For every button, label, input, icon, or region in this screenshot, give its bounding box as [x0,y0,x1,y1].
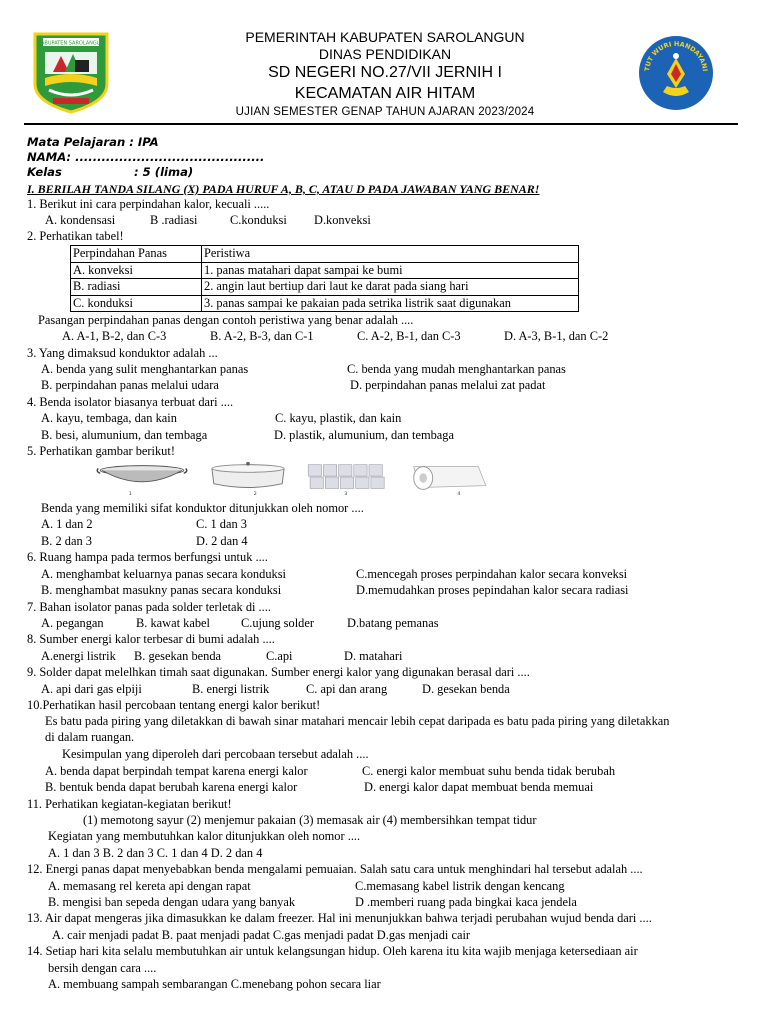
picture-number-2: 2 [253,492,257,497]
q9-option-b: B. energi listrik [192,682,270,696]
q8-option-b: B. gesekan benda [134,649,222,663]
cooking-pot-picture [200,459,296,497]
q10-option-a: A. benda dapat berpindah tempat karena energi kalor [45,764,308,778]
q1-option-d: D.konveksi [314,213,371,227]
header-school: SD NEGERI NO.27/VII JERNIH I [268,64,502,81]
q4-option-b: B. besi, alumunium, dan tembaga [41,428,208,442]
q6-option-a: A. menghambat keluarnya panas secara konduksi [41,567,286,581]
subject-field: Mata Pelajaran : IPA [27,135,159,149]
class-value: : 5 (lima) [134,165,194,179]
question-7: 7. Bahan isolator panas pada solder terletak di .... [27,600,271,614]
q14-options: A. membuang sampah sembarangan C.menebang pohon secara liar [48,977,381,991]
question-13: 13. Air dapat mengeras jika dimasukkan ke dalam freezer. Hal ini menunjukkan bahwa terjadi perubahan wujud benda dari .... [27,911,652,925]
q7-option-b: B. kawat kabel [136,616,210,630]
table-row [71,295,579,312]
q5-option-a: A. 1 dan 2 [41,517,93,531]
header-government: PEMERINTAH KABUPATEN SAROLANGUN [245,29,525,45]
table-cell: C. konduksi [71,295,202,312]
q2-prompt: Pasangan perpindahan panas dengan contoh peristiwa yang benar adalah .... [38,313,414,327]
student-name-field: NAMA: ........................................... [27,150,265,164]
q7-option-a: A. pegangan [41,616,104,630]
q14-continuation: bersih dengan cara .... [48,961,157,975]
ceramic-tiles-picture [302,459,398,497]
table-row [71,279,579,296]
cloth-roll-picture [398,459,494,497]
question-2: 2. Perhatikan tabel! [27,229,124,243]
question-12: 12. Energi panas dapat menyebabkan benda mengalami pemuaian. Salah satu cara untuk menghindari hal tersebut adalah .... [27,862,643,876]
question-6: 6. Ruang hampa pada termos berfungsi untuk .... [27,550,268,564]
q10-option-d: D. energi kalor dapat membuat benda memuai [364,780,594,794]
q6-option-c: C.mencegah proses perpindahan kalor secara konveksi [356,567,628,581]
q11-activities: (1) memotong sayur (2) menjemur pakaian (3) memasak air (4) membersihkan tempat tidur [83,813,537,827]
header-divider [24,123,738,125]
q4-option-c: C. kayu, plastik, dan kain [275,411,402,425]
q8-option-a: A.energi listrik [41,649,116,663]
q7-option-c: C.ujung solder [241,616,314,630]
header-department: DINAS PENDIDIKAN [318,46,452,62]
wok-picture [94,459,190,497]
question-5: 5. Perhatikan gambar berikut! [27,444,175,458]
table-cell: 2. angin laut bertiup dari laut ke darat pada siang hari [202,279,579,296]
question-10: 10.Perhatikan hasil percobaan tentang energi kalor berikut! [27,698,321,712]
table-row [71,262,579,279]
q10-prompt: Kesimpulan yang diperoleh dari percobaan tersebut adalah .... [62,747,369,761]
q4-option-a: A. kayu, tembaga, dan kain [41,411,177,425]
q4-option-d: D. plastik, alumunium, dan tembaga [274,428,454,442]
q2-option-a: A. A-1, B-2, dan C-3 [62,329,167,343]
q10-passage-line-2: di dalam ruangan. [45,730,135,744]
q12-option-c: C.memasang kabel listrik dengan kencang [355,879,565,893]
table-header-row [71,246,579,263]
q10-option-b: B. bentuk benda dapat berubah karena energi kalor [45,780,298,794]
table-cell: 3. panas sampai ke pakaian pada setrika listrik saat digunakan [202,295,579,312]
q7-option-d: D.batang pemanas [347,616,439,630]
q12-option-d: D .memberi ruang pada bingkai kaca jendela [355,895,577,909]
picture-number-1: 1 [128,492,132,497]
question-8: 8. Sumber energi kalor terbesar di bumi adalah .... [27,632,275,646]
q6-option-d: D.memudahkan proses pepindahan kalor secara radiasi [356,583,629,597]
q9-option-d: D. gesekan benda [422,682,510,696]
table-cell: B. radiasi [71,279,202,296]
question-4: 4. Benda isolator biasanya terbuat dari .... [27,395,234,409]
q1-option-a: A. kondensasi [45,213,116,227]
class-label: Kelas [27,165,62,179]
q11-prompt: Kegiatan yang membutuhkan kalor ditunjukkan oleh nomor .... [48,829,361,843]
picture-number-4: 4 [457,492,461,497]
q5-option-b: B. 2 dan 3 [41,534,92,548]
table-cell: A. konveksi [71,262,202,279]
q13-options: A. cair menjadi padat B. paat menjadi padat C.gas menjadi padat D.gas menjadi cair [52,928,471,942]
q9-option-a: A. api dari gas elpiji [41,682,142,696]
table-header-cell: Perpindahan Panas [71,246,202,263]
instruction: I. BERILAH TANDA SILANG (X) PADA HURUF A, B, C, ATAU D PADA JAWABAN YANG BENAR! [27,182,540,196]
question-9: 9. Solder dapat melelhkan timah saat digunakan. Sumber energi kalor yang digunakan berasal dari .... [27,665,530,679]
table-cell: 1. panas matahari dapat sampai ke bumi [202,262,579,279]
picture-number-3: 3 [344,492,348,497]
q5-option-d: D. 2 dan 4 [196,534,248,548]
heat-transfer-table [70,245,579,312]
question-11: 11. Perhatikan kegiatan-kegiatan berikut! [27,797,232,811]
header-district: KECAMATAN AIR HITAM [294,85,476,102]
logo-label: KABUPATEN SAROLANGUN [37,40,105,47]
q2-option-c: C. A-2, B-1, dan C-3 [357,329,461,343]
q8-option-c: C.api [266,649,293,663]
q12-option-a: A. memasang rel kereta api dengan rapat [48,879,251,893]
table-header-cell: Peristiwa [202,246,579,263]
q3-option-b: B. perpindahan panas melalui udara [41,378,219,392]
tut-wuri-handayani-logo [637,34,715,112]
question-3: 3. Yang dimaksud konduktor adalah ... [27,346,218,360]
q1-option-c: C.konduksi [230,213,287,227]
q2-option-b: B. A-2, B-3, dan C-1 [210,329,314,343]
q2-option-d: D. A-3, B-1, dan C-2 [504,329,609,343]
question-1: 1. Berikut ini cara perpindahan kalor, kecuali ..... [27,197,270,211]
sarolangun-logo [31,30,111,114]
q11-options: A. 1 dan 3 B. 2 dan 3 C. 1 dan 4 D. 2 dan 4 [48,846,263,860]
q8-option-d: D. matahari [344,649,403,663]
q1-option-b: B .radiasi [150,213,198,227]
q5-option-c: C. 1 dan 3 [196,517,247,531]
q10-passage-line-1: Es batu pada piring yang diletakkan di bawah sinar matahari mencair lebih cepat daripada es batu pada piring yang diletakkan [45,714,670,728]
q3-option-a: A. benda yang sulit menghantarkan panas [41,362,249,376]
q5-prompt: Benda yang memiliki sifat konduktor ditunjukkan oleh nomor .... [41,501,364,515]
q9-option-c: C. api dan arang [306,682,388,696]
logo-motto: TUT WURI HANDAYANI [643,39,709,72]
header-exam-title: UJIAN SEMESTER GENAP TAHUN AJARAN 2023/2024 [235,106,535,118]
q12-option-b: B. mengisi ban sepeda dengan udara yang banyak [48,895,296,909]
q6-option-b: B. menghambat masukny panas secara konduksi [41,583,282,597]
q3-option-d: D. perpindahan panas melalui zat padat [350,378,546,392]
question-14: 14. Setiap hari kita selalu membutuhkan air untuk kelangsungan hidup. Oleh karena itu kita wajib menjaga ketersediaan air [27,944,638,958]
q3-option-c: C. benda yang mudah menghantarkan panas [347,362,566,376]
q10-option-c: C. energi kalor membuat suhu benda tidak berubah [362,764,616,778]
